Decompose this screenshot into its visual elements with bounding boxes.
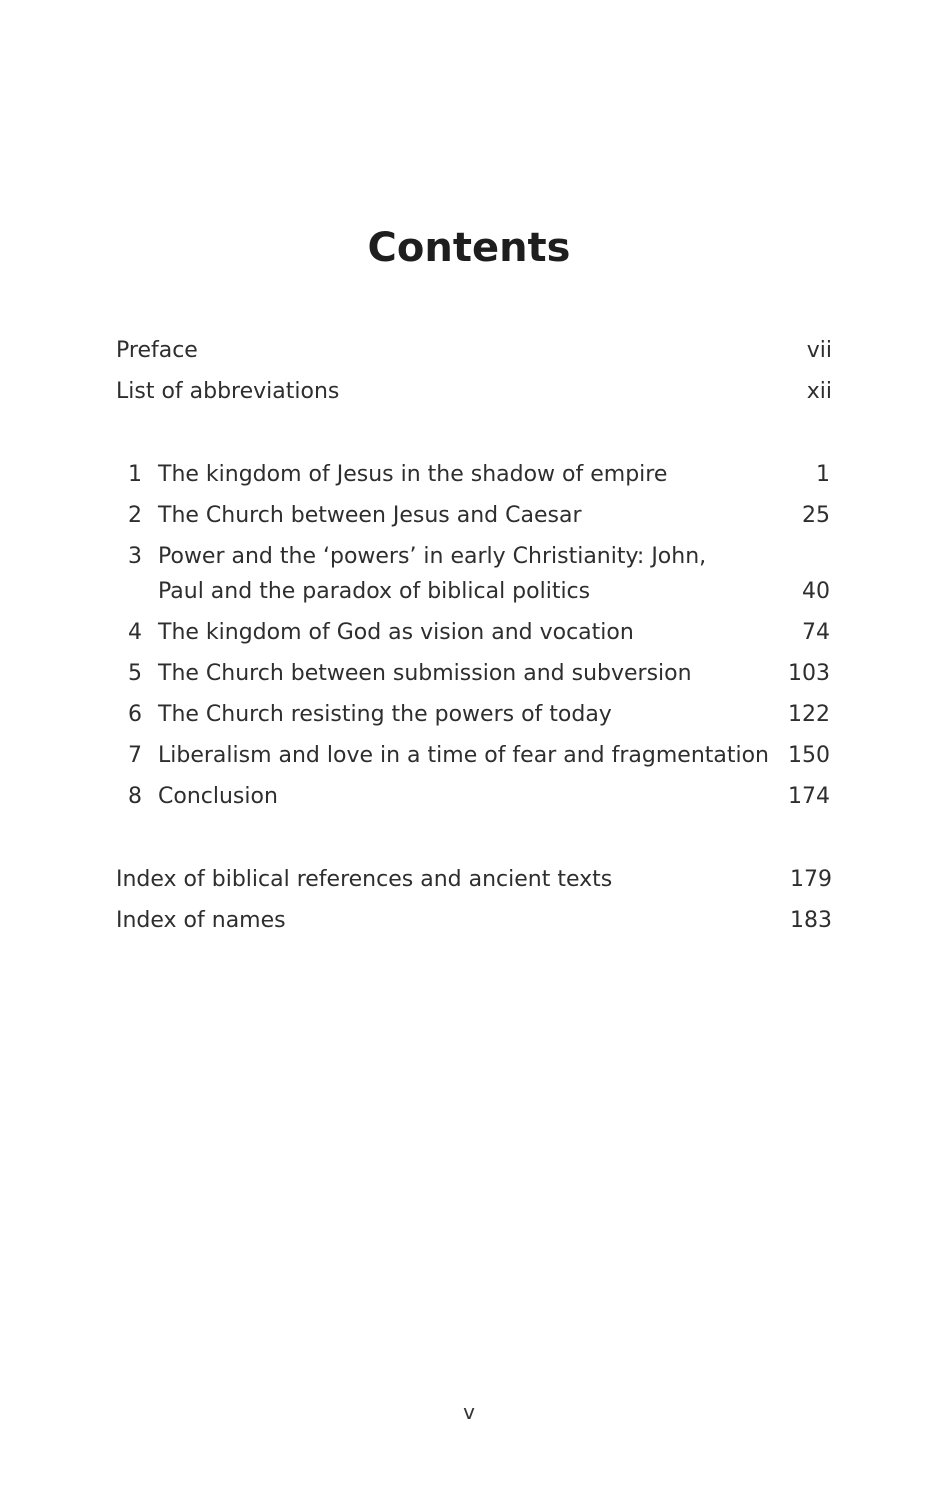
chapter-number: 1: [128, 462, 142, 487]
entry-page-number: 103: [788, 661, 830, 686]
entry-page-number: 25: [802, 503, 830, 528]
entry-page-number: vii: [806, 338, 832, 363]
chapter-title: Conclusion: [158, 784, 278, 809]
chapter-title: The kingdom of God as vision and vocation: [158, 620, 634, 645]
entry-page-number: 179: [790, 867, 832, 892]
entry-page-number: 40: [802, 579, 830, 604]
chapter-number: 5: [128, 661, 142, 686]
entry-label: Index of names: [116, 908, 286, 933]
entry-page-number: xii: [806, 379, 832, 404]
entry-label: Preface: [116, 338, 198, 363]
entry-page-number: 150: [788, 743, 830, 768]
entry-label: Index of biblical references and ancient texts: [116, 867, 613, 892]
chapter-number: 2: [128, 503, 142, 528]
entry-page-number: 174: [788, 784, 830, 809]
entry-page-number: 183: [790, 908, 832, 933]
chapter-title: Power and the ‘powers’ in early Christianity: John,: [158, 544, 707, 569]
entry-page-number: 74: [802, 620, 830, 645]
chapter-title: The kingdom of Jesus in the shadow of empire: [158, 462, 668, 487]
chapter-number: 3: [128, 544, 142, 569]
chapter-number: 6: [128, 702, 142, 727]
chapter-title: Liberalism and love in a time of fear and fragmentation: [158, 743, 770, 768]
entry-page-number: 1: [816, 462, 830, 487]
page-folio: v: [463, 1400, 475, 1424]
chapter-title: The Church between submission and subversion: [158, 661, 692, 686]
chapter-title: The Church resisting the powers of today: [158, 702, 612, 727]
chapter-number: 4: [128, 620, 142, 645]
chapter-number: 7: [128, 743, 142, 768]
entry-page-number: 122: [788, 702, 830, 727]
page-title: Contents: [367, 225, 571, 271]
chapter-title: The Church between Jesus and Caesar: [158, 503, 582, 528]
chapter-title-continued: Paul and the paradox of biblical politics: [158, 579, 591, 604]
chapter-number: 8: [128, 784, 142, 809]
entry-label: List of abbreviations: [116, 379, 340, 404]
